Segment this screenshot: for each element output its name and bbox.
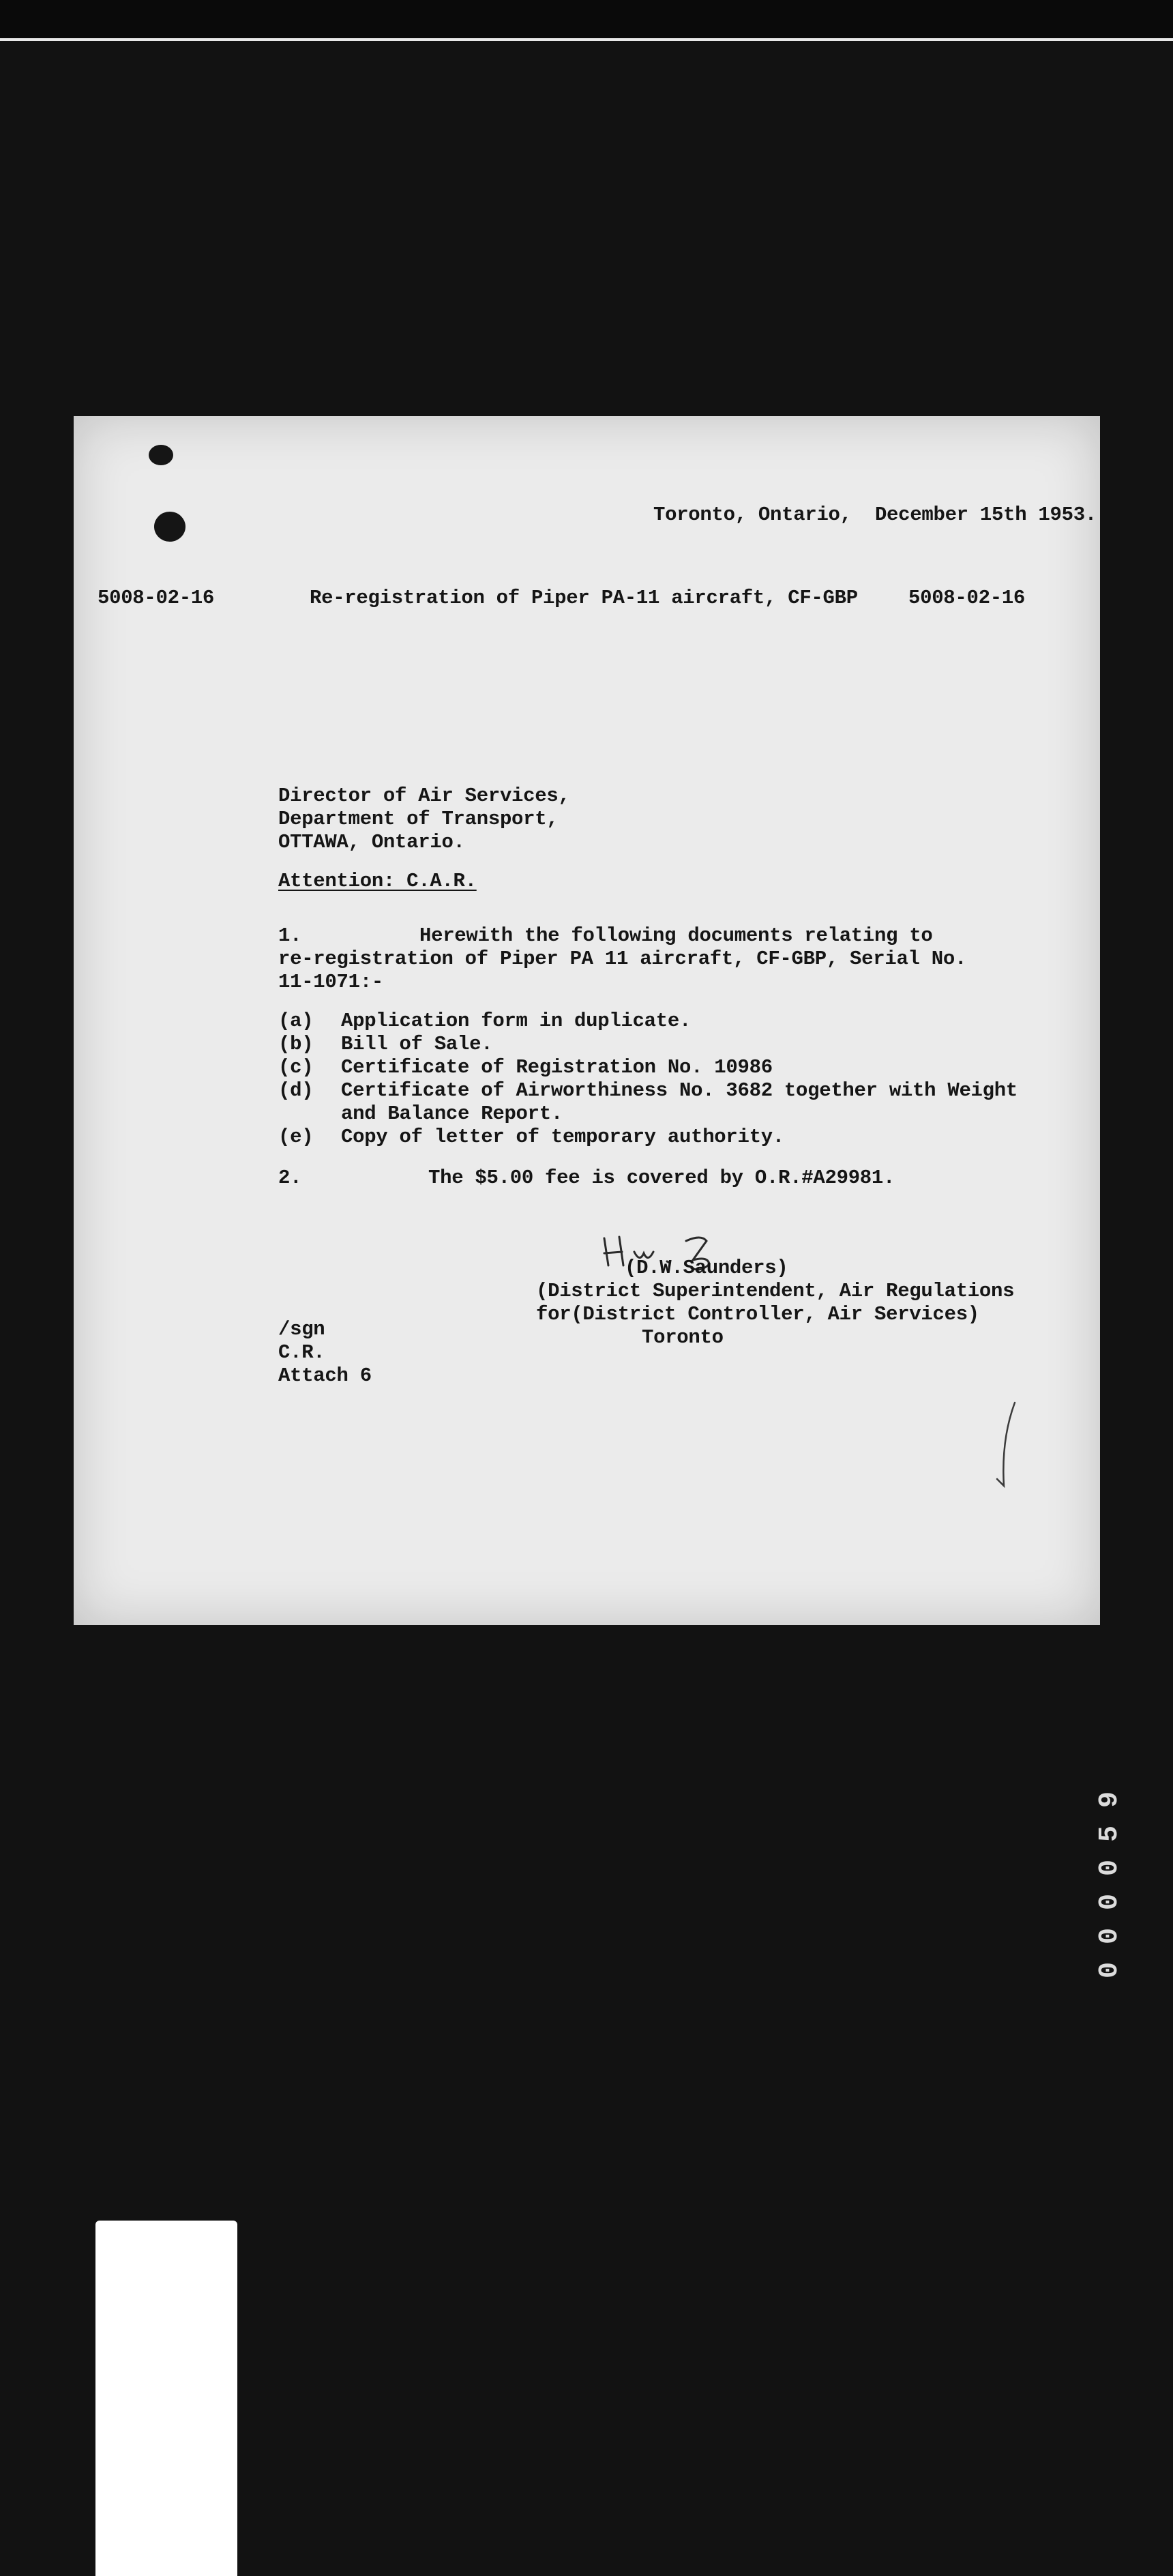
film-top-line [0, 38, 1173, 41]
addressee-line-1: Director of Air Services, [278, 785, 570, 807]
paragraph-1-line-1: Herewith the following documents relating to [419, 924, 933, 947]
enclosure-item-d: Certificate of Airworthiness No. 3682 together with Weight [341, 1079, 1018, 1102]
addressee-line-3: OTTAWA, Ontario. [278, 831, 465, 853]
enclosure-label-b: (b) [278, 1033, 314, 1055]
enclosure-label-e: (e) [278, 1126, 314, 1148]
enclosure-label-a: (a) [278, 1010, 314, 1032]
film-leader-tab [95, 2221, 237, 2576]
enclosure-item-a: Application form in duplicate. [341, 1010, 692, 1032]
letter-page [74, 416, 1100, 1625]
enclosure-label-d: (d) [278, 1079, 314, 1102]
signatory-title-1: (District Superintendent, Air Regulations [536, 1280, 1015, 1302]
carbon-copy: C.R. [278, 1341, 325, 1364]
file-reference-left: 5008-02-16 [98, 587, 215, 609]
enclosure-item-c: Certificate of Registration No. 10986 [341, 1056, 773, 1079]
signatory-name: (D.W.Saunders) [625, 1257, 788, 1279]
attachments-count: Attach 6 [278, 1364, 372, 1387]
film-top-edge [0, 0, 1173, 41]
paragraph-1-line-3: 11-1071:- [278, 971, 383, 993]
reference-initials: /sgn [278, 1318, 325, 1341]
place-date: Toronto, Ontario, December 15th 1953. [653, 503, 1097, 526]
pencil-tick-mark [988, 1399, 1022, 1494]
attention-line: Attention: C.A.R. [278, 870, 477, 892]
staple-mark [149, 445, 173, 465]
microfilm-frame-number: 000059 [1095, 1774, 1125, 1979]
addressee-line-2: Department of Transport, [278, 808, 559, 830]
punch-hole [154, 512, 185, 542]
paragraph-1-line-2: re-registration of Piper PA 11 aircraft, CF-GBP, Serial No. [278, 948, 967, 970]
paragraph-2-number: 2. [278, 1167, 302, 1189]
subject-line: Re-registration of Piper PA-11 aircraft, CF-GBP [310, 587, 858, 609]
enclosure-item-b: Bill of Sale. [341, 1033, 493, 1055]
paragraph-1-number: 1. [278, 924, 302, 947]
enclosure-label-c: (c) [278, 1056, 314, 1079]
enclosure-item-d-cont: and Balance Report. [341, 1102, 563, 1125]
file-reference-right: 5008-02-16 [908, 587, 1026, 609]
signatory-city: Toronto [642, 1326, 724, 1349]
signatory-title-2: for(District Controller, Air Services) [536, 1303, 979, 1326]
enclosure-item-e: Copy of letter of temporary authority. [341, 1126, 784, 1148]
paragraph-2-text: The $5.00 fee is covered by O.R.#A29981. [428, 1167, 895, 1189]
